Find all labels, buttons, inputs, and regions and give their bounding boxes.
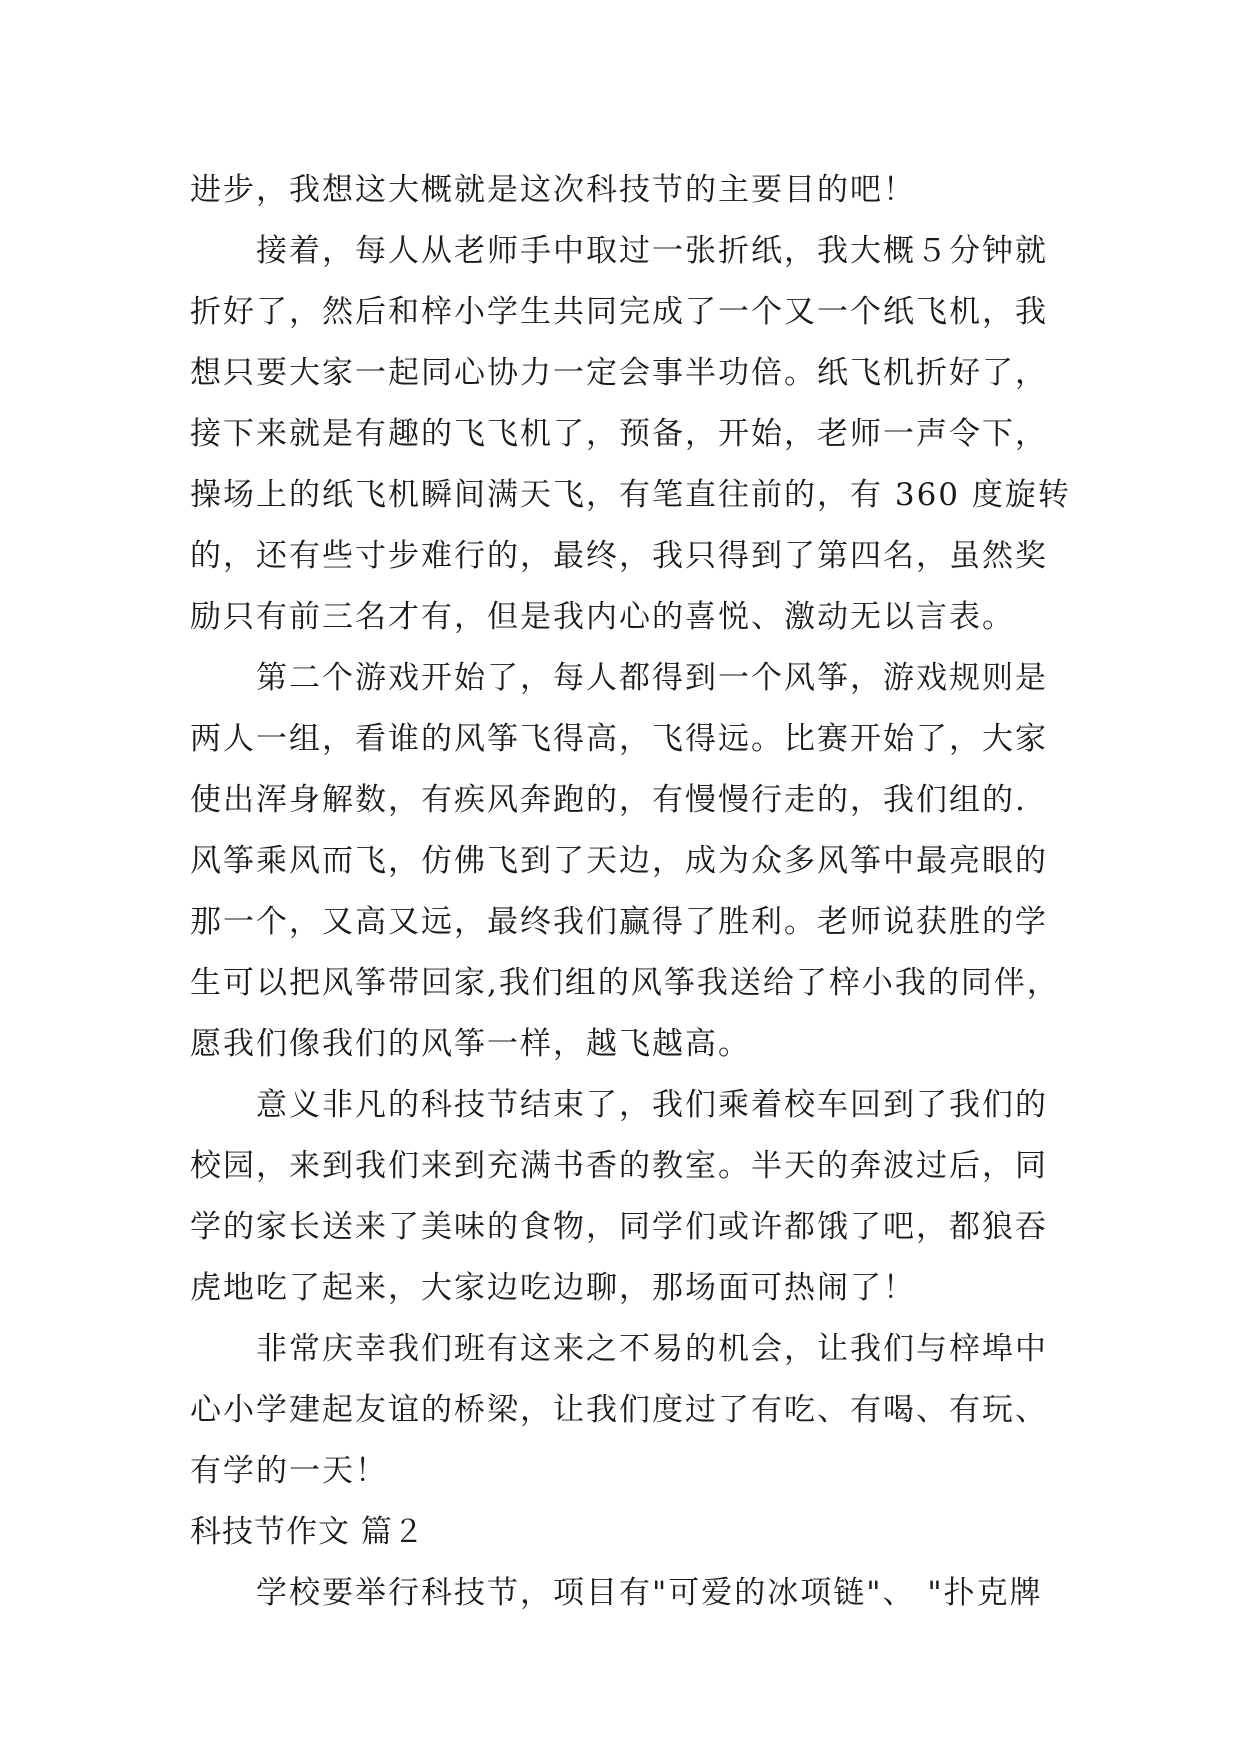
text-line: 折好了，然后和梓小学生共同完成了一个又一个纸飞机，我	[190, 294, 1048, 330]
text-line: 有学的一天！	[190, 1453, 388, 1489]
text-line: 接着，每人从老师手中取过一张折纸，我大概５分钟就	[190, 233, 1048, 269]
text-line: 两人一组，看谁的风筝飞得高，飞得远。比赛开始了，大家	[190, 721, 1048, 757]
text-line: 风筝乘风而飞，仿佛飞到了天边，成为众多风筝中最亮眼的	[190, 843, 1048, 879]
text-line: 接下来就是有趣的飞飞机了，预备，开始，老师一声令下，	[190, 416, 1048, 452]
text-line: 操场上的纸飞机瞬间满天飞，有笔直往前的，有 360 度旋转	[190, 477, 1071, 513]
text-line: 的，还有些寸步难行的，最终，我只得到了第四名，虽然奖	[190, 538, 1048, 574]
text-line: 使出浑身解数，有疾风奔跑的，有慢慢行走的，我们组的.	[190, 782, 1027, 818]
text-line: 生可以把风筝带回家,我们组的风筝我送给了梓小我的同伴，	[190, 965, 1060, 1001]
text-line: 那一个，又高又远，最终我们赢得了胜利。老师说获胜的学	[190, 904, 1048, 940]
text-line: 励只有前三名才有，但是我内心的喜悦、激动无以言表。	[190, 599, 1015, 635]
text-line: 第二个游戏开始了，每人都得到一个风筝，游戏规则是	[190, 660, 1048, 696]
text-line: 愿我们像我们的风筝一样，越飞越高。	[190, 1026, 751, 1062]
text-line: 学校要举行科技节，项目有"可爱的冰项链"、 "扑克牌	[190, 1575, 1043, 1611]
document-body	[190, 160, 1071, 1624]
section-heading: 科技节作文 篇２	[190, 1514, 425, 1550]
text-line: 想只要大家一起同心协力一定会事半功倍。纸飞机折好了，	[190, 355, 1048, 391]
text-line: 学的家长送来了美味的食物，同学们或许都饿了吧，都狼吞	[190, 1209, 1048, 1245]
text-line: 校园，来到我们来到充满书香的教室。半天的奔波过后，同	[190, 1148, 1048, 1184]
text-line: 非常庆幸我们班有这来之不易的机会，让我们与梓埠中	[190, 1331, 1048, 1367]
text-line: 心小学建起友谊的桥梁，让我们度过了有吃、有喝、有玩、	[190, 1392, 1048, 1428]
text-line: 意义非凡的科技节结束了，我们乘着校车回到了我们的	[190, 1087, 1048, 1123]
text-line: 进步，我想这大概就是这次科技节的主要目的吧！	[190, 172, 916, 208]
text-line: 虎地吃了起来，大家边吃边聊，那场面可热闹了！	[190, 1270, 916, 1306]
